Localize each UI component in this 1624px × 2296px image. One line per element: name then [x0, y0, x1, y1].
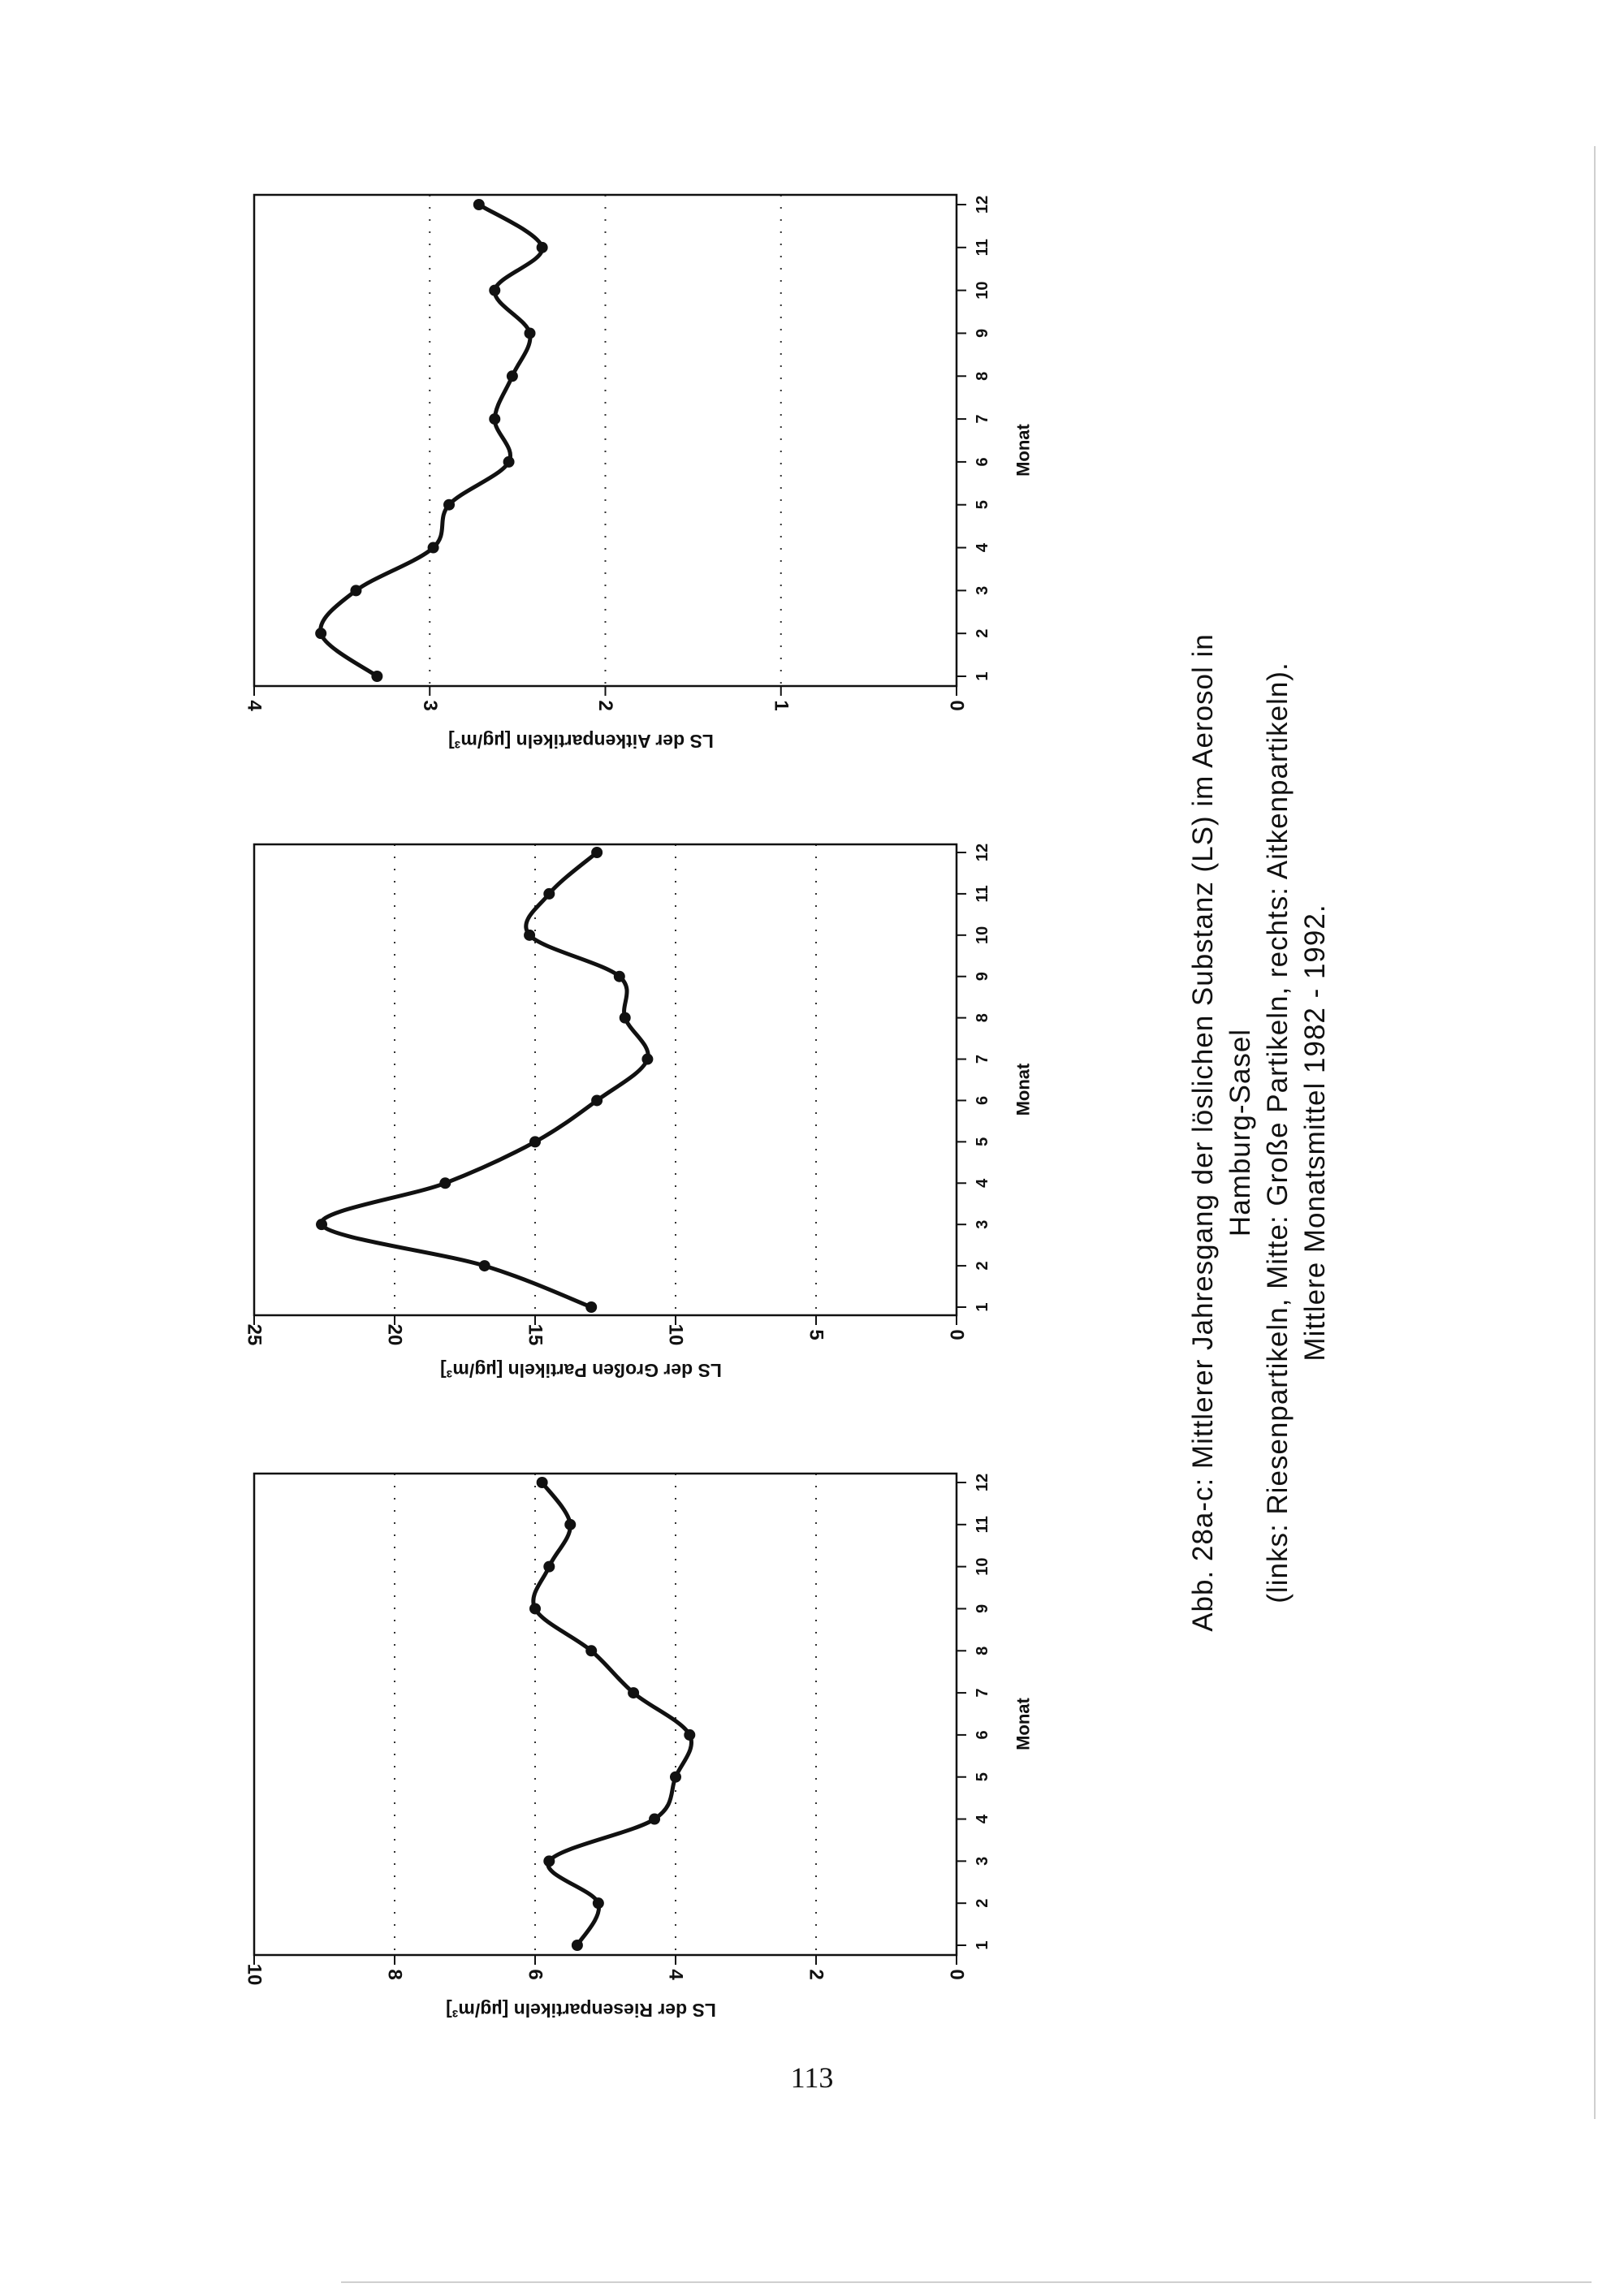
data-point: [316, 1219, 327, 1230]
x-tick-label: 1: [974, 1302, 991, 1312]
data-point: [649, 1814, 660, 1825]
x-tick-label: 5: [974, 500, 991, 510]
data-point: [620, 1012, 631, 1024]
x-tick-label: 8: [974, 371, 991, 381]
data-point: [543, 1561, 555, 1573]
x-tick-label: 1: [974, 1940, 991, 1950]
y-tick-label: 0: [945, 1969, 968, 1980]
x-tick-label: 2: [974, 1898, 991, 1908]
data-point: [529, 1603, 541, 1614]
series-line: [533, 1482, 692, 1945]
y-tick-label: 6: [524, 1969, 546, 1980]
y-tick-label: 4: [664, 1969, 687, 1980]
chart-panel-a: [244, 1474, 1034, 2021]
data-point: [371, 671, 382, 682]
data-point: [572, 1940, 583, 1951]
data-point: [350, 585, 361, 596]
x-tick-label: 10: [974, 281, 991, 300]
data-point: [593, 1897, 604, 1909]
y-axis-label: LS der Großen Partikeln [µg/m³]: [440, 1360, 722, 1381]
data-point: [439, 1177, 451, 1189]
data-point: [628, 1687, 639, 1698]
data-point: [537, 242, 548, 253]
x-tick-label: 12: [974, 1473, 991, 1492]
y-tick-label: 1: [770, 700, 793, 711]
x-axis-label: Monat: [1013, 1698, 1034, 1750]
x-tick-label: 7: [974, 1688, 991, 1698]
page-number: 113: [790, 2061, 834, 2094]
x-tick-label: 11: [974, 1516, 991, 1534]
x-tick-label: 2: [974, 628, 991, 638]
x-tick-label: 2: [974, 1261, 991, 1271]
data-point: [443, 499, 455, 511]
data-point: [489, 413, 500, 425]
data-point: [641, 1054, 653, 1065]
data-point: [543, 1855, 555, 1867]
caption-line-3: (links: Riesenpartikeln, Mitte: Große Partikeln, rechts: Aitkenpartikeln).: [1262, 662, 1294, 1603]
x-tick-label: 6: [974, 457, 991, 467]
x-tick-label: 11: [974, 239, 991, 257]
data-point: [529, 1136, 541, 1147]
y-tick-label: 10: [664, 1323, 687, 1346]
x-tick-label: 9: [974, 972, 991, 982]
data-point: [525, 327, 536, 339]
data-point: [524, 930, 535, 941]
caption-line-2: Hamburg-Sasel: [1224, 1028, 1256, 1237]
y-tick-label: 20: [383, 1323, 406, 1346]
data-point: [473, 199, 485, 210]
data-point: [489, 285, 500, 296]
x-tick-label: 6: [974, 1730, 991, 1740]
x-tick-label: 10: [974, 926, 991, 944]
y-tick-label: 25: [243, 1323, 266, 1346]
x-tick-label: 8: [974, 1646, 991, 1655]
x-tick-label: 1: [974, 671, 991, 681]
chart-panel-c: [244, 195, 1034, 752]
data-point: [479, 1260, 490, 1271]
data-point: [503, 456, 515, 468]
scan-edge-right: [1594, 146, 1596, 2119]
data-point: [585, 1301, 597, 1313]
x-tick-label: 10: [974, 1557, 991, 1576]
data-point: [684, 1729, 695, 1741]
x-tick-label: 12: [974, 843, 991, 862]
y-tick-label: 0: [945, 700, 968, 711]
plot-frame: [254, 1474, 957, 1955]
x-tick-label: 4: [974, 1814, 991, 1824]
x-tick-label: 7: [974, 1054, 991, 1064]
y-axis-label: LS der Riesenpartikeln [µg/m³]: [446, 2000, 716, 2021]
x-tick-label: 5: [974, 1772, 991, 1782]
y-tick-label: 0: [945, 1329, 968, 1340]
y-tick-label: 5: [805, 1329, 827, 1340]
y-tick-label: 10: [243, 1963, 266, 1986]
x-axis-label: Monat: [1013, 1063, 1034, 1116]
x-tick-label: 4: [974, 542, 991, 553]
y-tick-label: 4: [243, 700, 266, 711]
data-point: [543, 888, 555, 900]
x-tick-label: 9: [974, 328, 991, 339]
series-line: [322, 852, 649, 1307]
data-point: [428, 542, 439, 554]
chart-panel-b: [244, 844, 1034, 1381]
x-tick-label: 12: [974, 195, 991, 214]
y-axis-label: LS der Aitkenpartikeln [µg/m³]: [448, 731, 714, 752]
y-tick-label: 2: [805, 1969, 827, 1980]
data-point: [537, 1477, 548, 1488]
data-point: [585, 1645, 597, 1656]
x-tick-label: 6: [974, 1095, 991, 1106]
x-axis-label: Monat: [1013, 424, 1034, 477]
data-point: [591, 847, 603, 858]
x-tick-label: 11: [974, 885, 991, 903]
x-tick-label: 4: [974, 1178, 991, 1188]
data-point: [591, 1094, 603, 1106]
scan-edge-bottom: [341, 2281, 1592, 2283]
x-tick-label: 3: [974, 1856, 991, 1866]
caption-line-1: Abb. 28a-c: Mittlerer Jahresgang der löslichen Substanz (LS) im Aerosol in: [1187, 633, 1219, 1632]
figure-caption: [1185, 442, 1396, 1823]
y-tick-label: 15: [524, 1323, 546, 1346]
data-point: [564, 1519, 576, 1530]
x-tick-label: 5: [974, 1137, 991, 1146]
x-tick-label: 3: [974, 1219, 991, 1229]
x-tick-label: 8: [974, 1013, 991, 1023]
data-point: [315, 628, 326, 639]
y-tick-label: 8: [383, 1969, 406, 1980]
caption-line-4: Mittlere Monatsmittel 1982 - 1992.: [1299, 904, 1331, 1362]
y-tick-label: 3: [418, 700, 441, 711]
data-point: [670, 1772, 681, 1783]
y-tick-label: 2: [594, 700, 616, 711]
x-tick-label: 3: [974, 585, 991, 595]
x-tick-label: 7: [974, 414, 991, 424]
data-point: [507, 370, 518, 382]
data-point: [614, 971, 625, 982]
x-tick-label: 9: [974, 1603, 991, 1614]
series-line: [321, 205, 542, 676]
plot-frame: [254, 844, 957, 1315]
